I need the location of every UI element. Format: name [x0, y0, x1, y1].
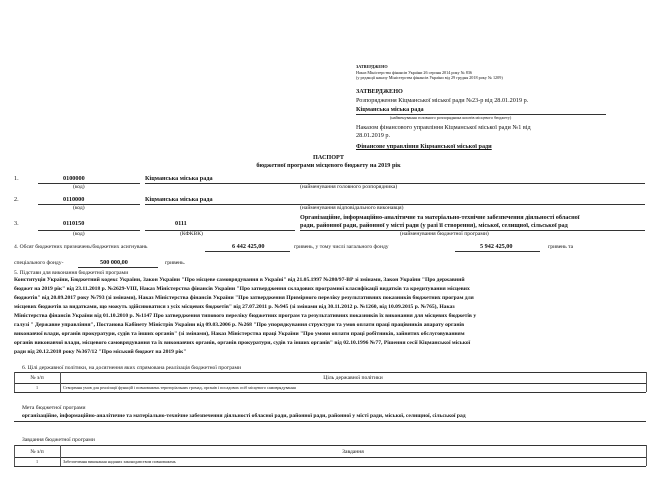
row3-name-line2: ради, районної ради, районної у місті ради (у разі її створення), міської, селищної, сільської рад [300, 222, 568, 229]
goals-title: 6. Цілі державної політики, на досягнення яких спрямована реалізація бюджетної програми [22, 365, 242, 371]
row2-num: 2. [14, 196, 19, 203]
approval-note-line1: Наказ Міністерства фінансів України 26 серпня 2014 року № 836 [356, 70, 473, 75]
row3-name-line1: Організаційне, інформаційно-аналітичне та матеріально-технічне забезпечення діяльності обласної [300, 214, 580, 221]
purpose-text: організаційне, інформаційно-аналітичне та матеріально-технічне забезпечення діяльності обласної ради, районної ради, районної у місті ради, міської, селищної, сільської рад [22, 413, 466, 419]
goals-table-bottom [14, 392, 646, 393]
tasks-table-top [14, 445, 646, 446]
grounds-line-6: галузі " Державне управління", Постанова Кабінету Міністрів України від 09.03.2006 р. №268 "Про упорядкування структури та умов оплати праці працівників апарату органів [14, 322, 465, 328]
approval-note-title: ЗАТВЕРДЖЕНО [356, 64, 388, 69]
grounds-title: 5. Підстави для виконання бюджетної програми [14, 270, 129, 276]
budget-unit: гривень. [165, 260, 186, 266]
budget-unit-and: гривень та [548, 244, 574, 250]
purpose-underline [14, 421, 646, 422]
budget-special-label: спеціального фонду- [14, 260, 64, 266]
budget-total: 6 442 425,00 [232, 243, 265, 250]
row2-name-caption: (найменування відповідального виконавця) [300, 205, 404, 211]
row3-name-caption: (найменування бюджетної програми) [400, 231, 489, 237]
row3-kfkv-underline [145, 230, 295, 231]
budget-special-underline [78, 267, 158, 268]
row2-code-underline [38, 204, 140, 205]
tasks-table-right [646, 445, 647, 466]
row3-code-caption: (код) [73, 231, 85, 237]
row1-code: 0100000 [63, 175, 85, 182]
grounds-line-3: бюджетів" від 20.09.2017 року №793 (зі змінами), Наказ Міністерства фінансів України "Про затвердження Примірного переліку результативних показників бюджетних програм для [14, 295, 474, 301]
row3-kfkv-caption: (КФКВК) [180, 231, 203, 237]
tasks-col-task: Завдання [342, 449, 364, 455]
tasks-table-header-bottom [14, 457, 646, 458]
grounds-line-9: ради від 20.12.2018 року №367/12 "Про міський бюджет на 2019 рік" [14, 349, 187, 355]
tasks-title: Завдання бюджетної програми [22, 437, 95, 443]
row1-name: Кіцманська міська рада [145, 175, 213, 182]
goals-col-num: № з/п [30, 375, 44, 381]
goals-col-goal: Ціль державної політики [323, 375, 383, 381]
tasks-row-text: Забезпечення виконання наданих законодавством повноважень [63, 459, 176, 464]
approved-decree: Розпорядження Кіцманської міської ради №23-р від 28.01.2019 р. [356, 97, 529, 104]
approved-title: ЗАТВЕРДЖЕНО [356, 88, 403, 95]
grounds-line-2: бюджет на 2019 рік" від 23.11.2018 р. №2629-VIII, Наказ Міністерства фінансів України "Про затвердження складових програмної класифікації видатків та кредитування місцевих [14, 286, 470, 292]
approved-fin-dept: Фінансове управління Кіцманської міської ради [356, 143, 492, 150]
row1-name-caption: (найменування головного розпорядника) [300, 184, 398, 190]
goals-row-text: Створення умов для реалізації функцій і повноважень територіальних громад, органів і посадових осіб місцевого самоврядування [63, 385, 296, 390]
grounds-line-4: місцевих бюджетів за видатками, що можуть здійснюватися з усіх місцевих бюджетів" від 27.07.2011 р. №945 (зі змінами від 30.11.2012 р. №1260, від 10.09.2015 р. №765), Наказ [14, 304, 455, 310]
budget-general-underline [455, 251, 540, 252]
tasks-table-bottom [14, 466, 646, 467]
row2-code-caption: (код) [73, 205, 85, 211]
approved-order-line1: Наказом фінансового управління Кіцманської міської ради №1 від [356, 124, 531, 131]
tasks-col-num: № з/п [30, 449, 44, 455]
budget-total-underline [205, 251, 290, 252]
tasks-row-num: 1 [35, 459, 39, 464]
goals-table-right [646, 372, 647, 392]
goals-table-top [14, 372, 646, 373]
goals-row-num: 1 [35, 385, 39, 390]
row2-code: 0110000 [63, 196, 85, 203]
budget-mid: гривень, у тому числі загального фонду [294, 244, 389, 250]
approved-order-line2: 28.01.2019 р. [356, 132, 391, 139]
row3-code: 0110150 [63, 220, 85, 227]
passport-subtitle: бюджетної програми місцевого бюджету на 2019 рік [256, 162, 401, 169]
row3-code-underline [38, 230, 140, 231]
purpose-title: Мета бюджетної програми [22, 405, 86, 411]
passport-title: ПАСПОРТ [312, 154, 345, 161]
approval-note-line2: (у редакції наказу Міністерства фінансів України від 29 грудня 2018 року № 1209) [356, 75, 503, 80]
grounds-line-8: органів виконавчої влади, місцевого самоврядування та їх виконавчих органів, органів прокуратури, судів та інших органів" від 02.10.1996 №77, Рішення сесії Кіцманської міської [14, 340, 471, 346]
row1-code-underline [38, 183, 140, 184]
approved-org-caption: (найменування головного розпорядника коштів місцевого бюджету) [390, 115, 512, 120]
budget-label: 4. Обсяг бюджетних призначень/бюджетних асигнувань [14, 244, 148, 250]
grounds-line-1: Конституція України, Бюджетний кодекс України, Закон України "Про місцеве самоврядування в Україні" від 21.05.1997 №280/97-ВР зі змінами, Закон України "Про державний [14, 277, 465, 283]
grounds-line-5: Міністерства фінансів України від 01.10.2010 р. №1147 Про затвердження типового переліку бюджетних програм та результативних показників їх виконання для місцевих бюджетів у [14, 313, 477, 319]
row1-num: 1. [14, 175, 19, 182]
grounds-line-7: виконавчої влади, органів прокуратури, судів та інших органів" (зі змінами), Наказ Міністерства праці України "Про умови оплати праці робітників, зайнятих обслуговуванням [14, 331, 465, 337]
budget-special: 500 000,00 [100, 259, 128, 266]
row3-kfkv: 0111 [175, 220, 187, 227]
budget-general: 5 942 425,00 [480, 243, 513, 250]
row1-code-caption: (код) [73, 184, 85, 190]
row2-name: Кіцманська міська рада [145, 196, 213, 203]
approved-org: Кіцманська міська рада [356, 106, 424, 113]
row3-num: 3. [14, 220, 19, 227]
goals-table-header-bottom [14, 383, 646, 384]
